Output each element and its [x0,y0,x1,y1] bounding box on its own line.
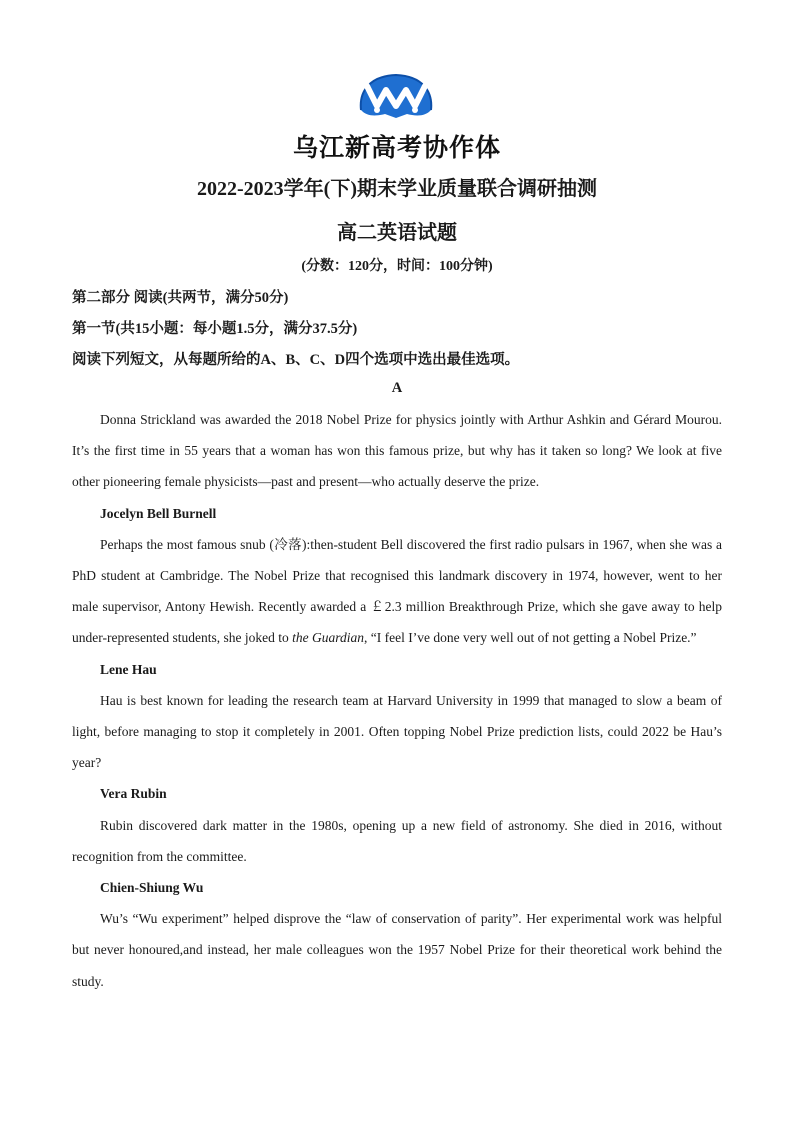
score-time-info: (分数：120分，时间：100分钟) [301,259,493,274]
section-text-rubin: Rubin discovered dark matter in the 1980s, opening up a new field of astronomy. She died in 2016, without recognition from the committee. [72,817,722,864]
section-heading: 第一节(共15小题：每小题1.5分，满分37.5分) [72,321,358,337]
directions: 阅读下列短文，从每题所给的A、B、C、D四个选项中选出最佳选项。 [72,352,520,368]
section-heading-rubin: Vera Rubin [100,786,167,802]
part-heading: 第二部分 阅读(共两节，满分50分) [72,290,289,306]
passage-label: A [391,380,403,396]
passage-intro: Donna Strickland was awarded the 2018 Nobel Prize for physics jointly with Arthur Ashkin and Gérard Mourou. It’s the first time in 55 years that a woman has won this famous prize, but why has it taken so long? We look at five other pioneering female physicists—past and present—who actually deserve the prize. [72,412,722,490]
newspaper-name: the Guardian [292,630,365,646]
section-text-bell-part1: Perhaps the most famous snub (冷落):then-student Bell discovered the first radio pulsars in 1967, when she was a PhD student at Cambridge. The Nobel Prize that recognised this landmark discovery in 1974, however, went to her male supervisor, Antony Hewish. Recently awarded a ￡2.3 million Breakthrough Prize, which she gave away to help under-represented students, she joked to [72,536,722,646]
section-heading-bell: Jocelyn Bell Burnell [100,505,217,521]
section-heading-hau: Lene Hau [100,661,157,677]
exam-title: 2022-2023学年(下)期末学业质量联合调研抽测 [197,178,597,200]
passage-body [72,404,722,997]
section-text-bell [72,529,722,654]
section-text-wu: Wu’s “Wu experiment” helped disprove the “law of conservation of parity”. Her experimental work was helpful but never honoured,and instead, her male colleagues won the 1957 Nobel Prize for their theoretical work behind the study. [72,911,722,989]
wave-logo-icon [355,70,437,120]
section-text-hau: Hau is best known for leading the research team at Harvard University in 1999 that managed to slow a beam of light, before managing to stop it completely in 2001. Often topping Nobel Prize prediction lists, could 2022 be Hau’s year? [72,692,722,771]
section-heading-wu: Chien-Shiung Wu [100,880,204,896]
exam-subtitle: 高二英语试题 [337,222,457,244]
section-text-bell-part2: , “I feel I’ve done very well out of not getting a Nobel Prize.” [364,630,697,646]
brand-name: 乌江新高考协作体 [292,133,501,162]
